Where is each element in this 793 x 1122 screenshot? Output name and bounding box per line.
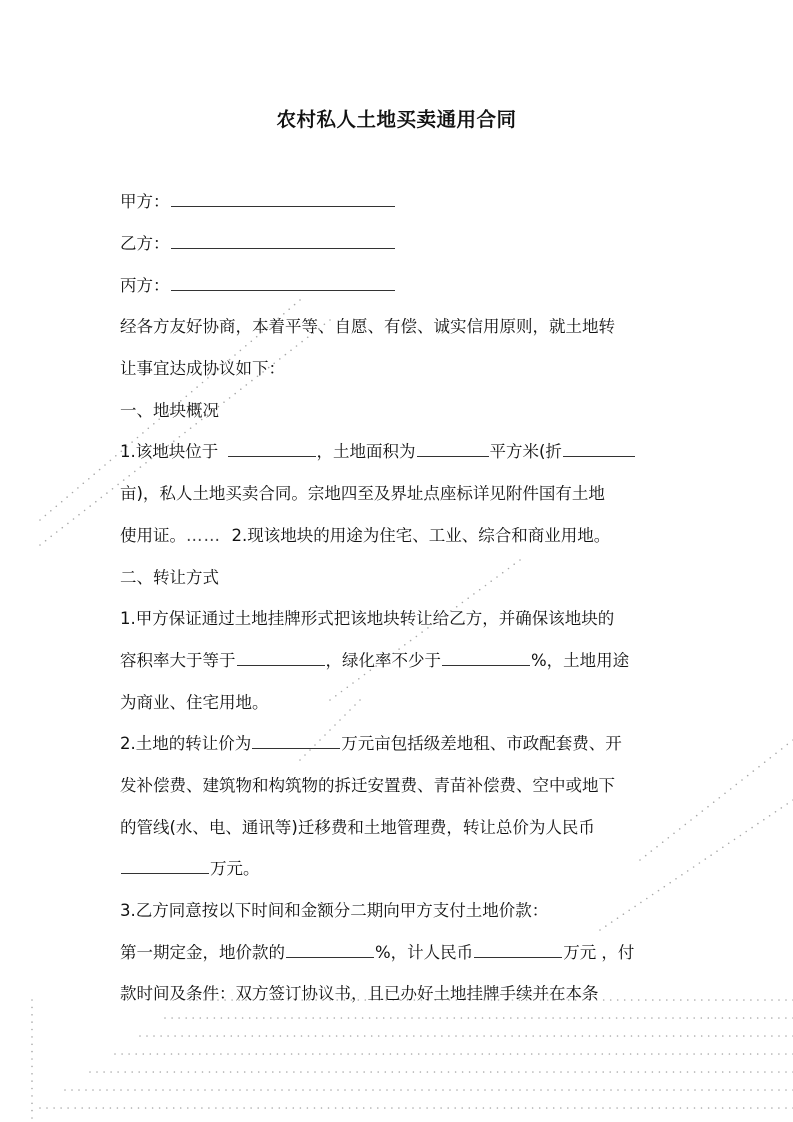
section2-p3-line2: [120, 942, 634, 964]
land-use-label: %，土地用途: [531, 651, 630, 670]
intro-line-1: 经各方友好协商，本着平等、自愿、有偿、诚实信用原则，就土地转: [120, 317, 615, 336]
location-label: 1.该地块位于: [120, 442, 219, 461]
section2-p2-line1: [120, 733, 622, 755]
deposit-label: 第一期定金，地价款的: [120, 943, 285, 962]
payment-label: 万元 ，付: [563, 943, 635, 962]
deposit-percent-blank[interactable]: [286, 942, 374, 958]
total-price-unit: 万元。: [210, 859, 260, 878]
party-c-blank[interactable]: [171, 275, 395, 291]
transfer-price-detail: 万元亩包括级差地租、市政配套费、开: [341, 734, 622, 753]
certificate-text: 使用证。: [120, 526, 186, 545]
section1-heading: 一、地块概况: [120, 401, 219, 420]
transfer-price-label: 2.土地的转让价为: [120, 734, 252, 753]
land-use-text: 2.现该地块的用途为住宅、工业、综合和商业用地。: [231, 526, 611, 545]
green-rate-label: ，绿化率不少于: [325, 651, 441, 670]
green-rate-blank[interactable]: [442, 650, 530, 666]
party-a-label: 甲方：: [120, 192, 170, 211]
area-label: ，土地面积为: [316, 442, 416, 461]
section2-p2-line2: 发补偿费、建筑物和构筑物的拆迁安置费、青苗补偿费、空中或地下: [120, 776, 615, 795]
area-blank[interactable]: [417, 441, 489, 457]
rmb-label: %，计人民币: [375, 943, 474, 962]
party-b-label: 乙方：: [120, 234, 170, 253]
location-blank[interactable]: [228, 441, 316, 457]
plot-ratio-blank[interactable]: [237, 650, 325, 666]
party-a-blank[interactable]: [171, 191, 395, 207]
mu-blank[interactable]: [563, 441, 635, 457]
deposit-amount-blank[interactable]: [474, 942, 562, 958]
document-title: 农村私人土地买卖通用合同: [276, 108, 517, 131]
section2-heading: 二、转让方式: [120, 568, 219, 587]
ellipsis-dots: ……: [186, 526, 221, 545]
area-unit-label: 平方米(折: [489, 442, 562, 461]
party-b-line: [120, 233, 396, 255]
party-b-blank[interactable]: [171, 233, 395, 249]
section1-p1-line2: 亩)，私人土地买卖合同。宗地四至及界址点座标详见附件国有土地: [120, 484, 605, 503]
party-a-line: [120, 191, 396, 213]
plot-ratio-label: 容积率大于等于: [120, 651, 236, 670]
transfer-price-blank[interactable]: [252, 733, 340, 749]
intro-line-2: 让事宜达成协议如下：: [120, 359, 285, 378]
section1-p1-line3: [120, 525, 610, 547]
party-c-line: [120, 275, 396, 297]
section2-p1-line1: 1.甲方保证通过土地挂牌形式把该地块转让给乙方，并确保该地块的: [120, 609, 615, 628]
section2-p2-line4: [120, 858, 260, 880]
section2-p1-line3: 为商业、住宅用地。: [120, 693, 269, 712]
section2-p3-line3: 款时间及条件：双方签订协议书，且已办好土地挂牌手续并在本条: [120, 984, 599, 1003]
total-price-blank[interactable]: [121, 858, 209, 874]
section2-p2-line3: 的管线(水、电、通讯等)迁移费和土地管理费，转让总价为人民币: [120, 818, 595, 837]
section2-p1-line2: [120, 650, 629, 672]
section2-p3-line1: 3.乙方同意按以下时间和金额分二期向甲方支付土地价款：: [120, 901, 549, 920]
party-c-label: 丙方：: [120, 276, 170, 295]
section1-p1-line1: [120, 441, 636, 463]
